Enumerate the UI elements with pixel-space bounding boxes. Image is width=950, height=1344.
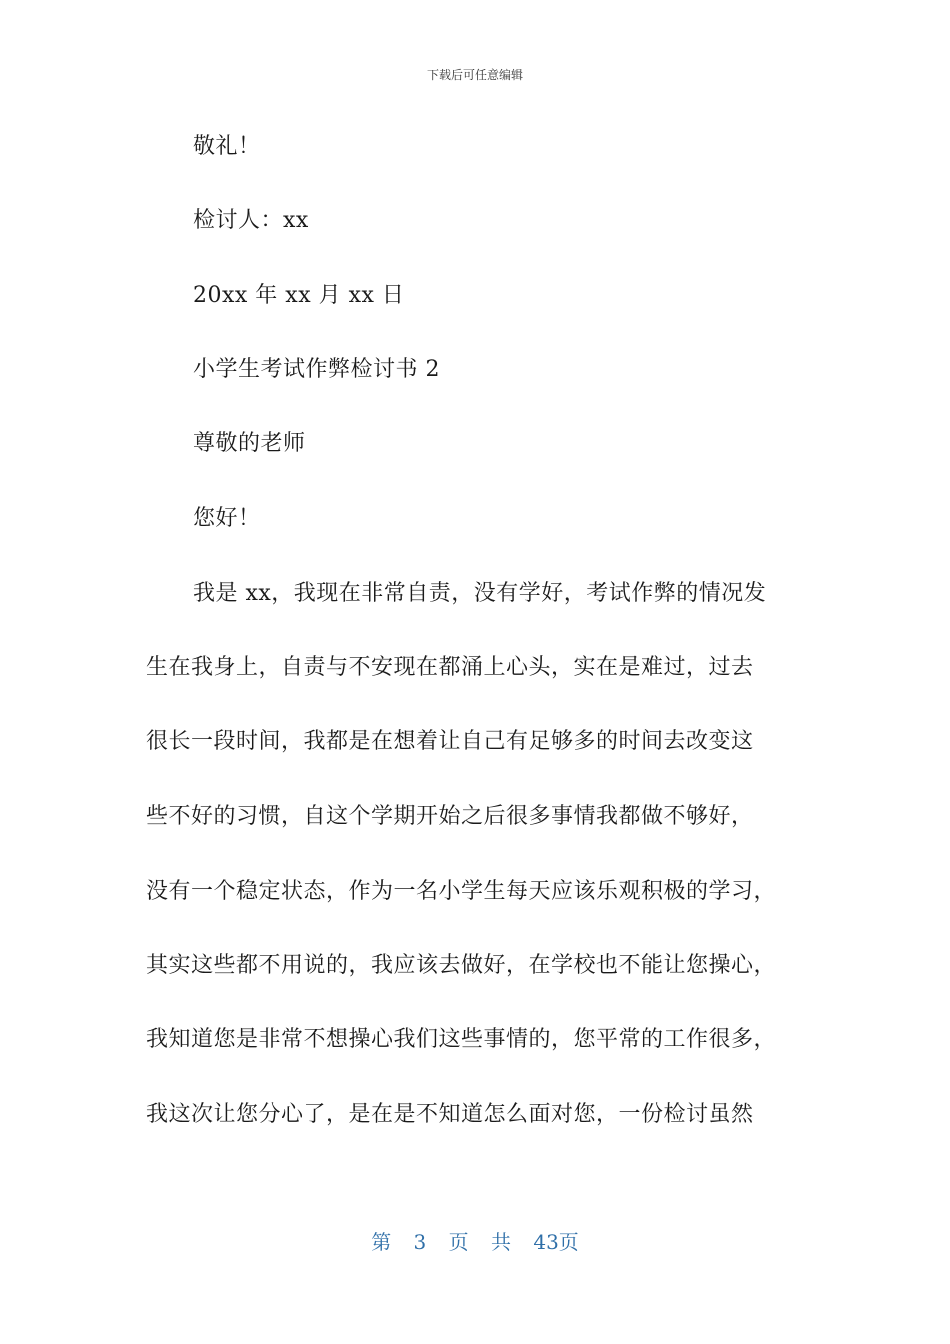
footer-current-page: 3 — [413, 1230, 427, 1254]
paragraph-line: 些不好的习惯，自这个学期开始之后很多事情我都做不够好， — [146, 804, 754, 829]
date-line: 20xx 年 xx 月 xx 日 — [193, 283, 405, 308]
paragraph-line: 其实这些都不用说的，我应该去做好，在学校也不能让您操心， — [146, 953, 777, 978]
section-title: 小学生考试作弊检讨书 2 — [193, 357, 440, 382]
page-footer — [0, 1226, 950, 1255]
footer-page-label: 第 — [371, 1230, 392, 1254]
paragraph-line: 没有一个稳定状态，作为一名小学生每天应该乐观积极的学习， — [146, 879, 777, 904]
paragraph-line: 我这次让您分心了，是在是不知道怎么面对您，一份检讨虽然 — [146, 1102, 754, 1127]
paragraph-line: 生在我身上，自责与不安现在都涌上心头，实在是难过，过去 — [146, 655, 754, 680]
page-header-note: 下载后可任意编辑 — [426, 68, 523, 82]
paragraph-line: 我知道您是非常不想操心我们这些事情的，您平常的工作很多， — [146, 1027, 777, 1052]
paragraph-line: 我是 xx，我现在非常自责，没有学好，考试作弊的情况发 — [193, 581, 767, 606]
paragraph-line: 很长一段时间，我都是在想着让自己有足够多的时间去改变这 — [146, 729, 754, 754]
closing-salutation: 敬礼！ — [193, 134, 261, 159]
footer-total-pages: 43页 — [533, 1230, 579, 1254]
footer-page-unit: 页 — [448, 1230, 469, 1254]
footer-total-label: 共 — [491, 1230, 511, 1254]
greeting-addressee: 尊敬的老师 — [193, 431, 306, 456]
signature-line: 检讨人：xx — [193, 208, 309, 233]
greeting: 您好！ — [193, 506, 261, 531]
